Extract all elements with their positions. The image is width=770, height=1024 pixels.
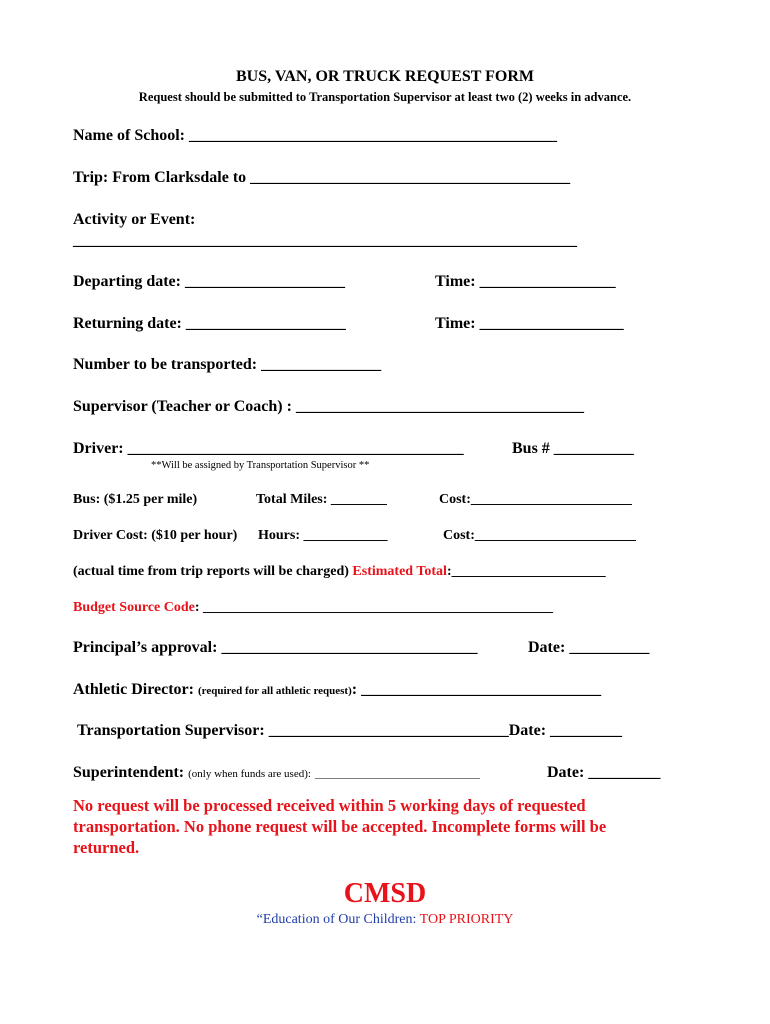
budget-source-field[interactable]: __________________________________________________ <box>203 600 554 615</box>
school-label: Name of School: <box>73 127 185 144</box>
estimated-total-colon: : <box>446 564 452 579</box>
motto-emphasis: TOP PRIORITY <box>419 912 514 927</box>
bus-cost-row <box>439 492 632 508</box>
estimated-total-field[interactable]: ______________________ <box>451 564 606 579</box>
bus-cost-field[interactable]: _______________________ <box>470 492 632 507</box>
hours-row <box>258 528 388 544</box>
athletic-note: (required for all athletic request) <box>197 685 352 697</box>
number-field[interactable]: _______________ <box>261 356 382 373</box>
driver-cost-label: Driver Cost: ($10 per hour) <box>73 528 238 543</box>
activity-field[interactable]: _______________________________________________________________ <box>73 232 577 249</box>
superintendent-date-row <box>547 764 660 782</box>
returning-date-label: Returning date: <box>73 315 182 332</box>
supervisor-row <box>73 398 584 416</box>
total-miles-field[interactable]: ________ <box>330 492 387 507</box>
supervisor-label: Supervisor (Teacher or Coach) : <box>73 398 292 415</box>
driver-field[interactable]: __________________________________________ <box>127 440 464 457</box>
transport-date-field[interactable]: _________ <box>550 722 623 739</box>
form-subtitle: Request should be submitted to Transportation Supervisor at least two (2) weeks in advance. <box>138 90 632 104</box>
hours-field[interactable]: ____________ <box>303 528 388 543</box>
bus-number-row <box>512 440 634 458</box>
athletic-director-label: Athletic Director: <box>73 681 194 698</box>
supervisor-field[interactable]: ____________________________________ <box>295 398 584 415</box>
athletic-director-field[interactable]: ______________________________ <box>361 681 602 698</box>
departing-date-field[interactable]: ____________________ <box>184 273 345 290</box>
superintendent-row <box>73 764 480 782</box>
total-miles-row <box>256 492 387 508</box>
transport-supervisor-field[interactable]: ______________________________ <box>268 722 509 739</box>
estimated-total-label: Estimated Total <box>352 564 447 579</box>
departing-time-field[interactable]: _________________ <box>479 273 616 290</box>
school-row <box>73 127 557 145</box>
driver-note: **Will be assigned by Transportation Supervisor ** <box>151 460 370 471</box>
transport-supervisor-label: Transportation Supervisor: <box>77 722 265 739</box>
bus-rate-label: Bus: ($1.25 per mile) <box>73 492 198 507</box>
departing-time-label: Time: <box>435 273 476 290</box>
departing-date-label: Departing date: <box>73 273 181 290</box>
budget-source-label: Budget Source Code <box>73 600 195 615</box>
principal-date-field[interactable]: __________ <box>569 639 650 656</box>
bus-cost-label: Cost: <box>439 492 471 507</box>
returning-time-field[interactable]: __________________ <box>479 315 624 332</box>
superintendent-label: Superintendent: <box>73 764 185 781</box>
bus-number-label: Bus # <box>512 440 550 457</box>
driver-cost-row <box>443 528 636 544</box>
number-label: Number to be transported: <box>73 356 258 373</box>
principal-row <box>73 639 477 657</box>
motto-prefix: “Education of Our Children: <box>256 912 420 927</box>
returning-date-field[interactable]: ____________________ <box>185 315 346 332</box>
trip-row <box>73 169 570 187</box>
estimated-total-row <box>73 564 606 580</box>
driver-cost-total-label: Cost: <box>443 528 475 543</box>
activity-label: Activity or Event: <box>73 211 196 228</box>
departing-time-row <box>435 273 616 291</box>
motto <box>0 912 770 928</box>
driver-cost-field[interactable]: _______________________ <box>474 528 636 543</box>
driver-label: Driver: <box>73 440 124 457</box>
driver-row <box>73 440 464 458</box>
school-field[interactable]: ______________________________________________ <box>188 127 557 144</box>
principal-date-label: Date: <box>528 639 566 656</box>
budget-row <box>73 600 553 616</box>
org-name: CMSD <box>343 878 427 909</box>
processing-warning: No request will be processed received within 5 working days of requested transportation. No phone request will be accepted. Incomplete forms will be returned. <box>73 796 607 857</box>
transport-date-label: Date: <box>508 722 547 739</box>
transport-row <box>77 722 622 740</box>
returning-time-row <box>435 315 624 333</box>
athletic-row <box>73 681 601 699</box>
trip-destination-field[interactable]: ________________________________________ <box>250 169 571 186</box>
form-title: BUS, VAN, OR TRUCK REQUEST FORM <box>236 68 534 85</box>
actual-time-note: (actual time from trip reports will be charged) <box>73 564 349 579</box>
principal-label: Principal’s approval: <box>73 639 218 656</box>
bus-number-field[interactable]: __________ <box>553 440 634 457</box>
hours-label: Hours: <box>258 528 300 543</box>
number-row <box>73 356 381 374</box>
athletic-colon: : <box>351 681 358 698</box>
returning-row <box>73 315 346 333</box>
superintendent-date-label: Date: <box>547 764 585 781</box>
total-miles-label: Total Miles: <box>256 492 328 507</box>
superintendent-date-field[interactable]: _________ <box>588 764 661 781</box>
returning-time-label: Time: <box>435 315 476 332</box>
superintendent-note: (only when funds are used): <box>188 768 311 780</box>
departing-row <box>73 273 345 291</box>
budget-colon: : <box>194 600 200 615</box>
principal-signature-field[interactable]: ________________________________ <box>221 639 478 656</box>
principal-date-row <box>528 639 649 657</box>
superintendent-field[interactable]: ______________________________ <box>314 768 480 780</box>
trip-label: Trip: From Clarksdale to <box>73 169 247 186</box>
